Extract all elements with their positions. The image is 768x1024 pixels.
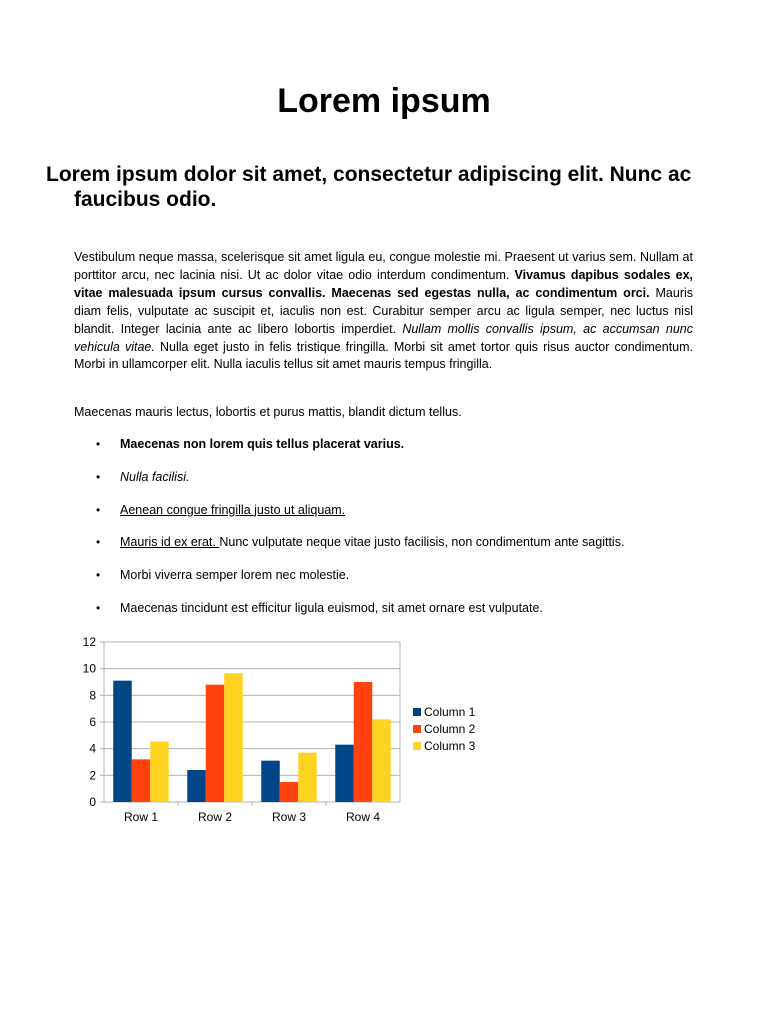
bar	[132, 759, 151, 802]
y-tick-label: 12	[82, 635, 96, 649]
bullet-icon: •	[96, 600, 101, 615]
body-paragraph-2: Maecenas mauris lectus, lobortis et purus mattis, blandit dictum tellus.	[74, 405, 462, 419]
y-tick-label: 6	[89, 715, 96, 729]
bar	[150, 741, 169, 802]
legend-swatch	[413, 725, 421, 733]
bullet-icon: •	[96, 469, 101, 484]
bar	[224, 673, 243, 802]
paragraph1-italic-text: Nullam mollis convallis ipsum, ac accumsan nunc vehicula vitae.	[74, 321, 693, 354]
paragraph1-text-3: Nulla eget justo in felis tristique fringilla. Morbi sit amet tortor quis risus auctor condimentum. Morbi in ullamcorper elit. Nulla iaculis tellus sit amet mauris tempus fringilla.	[74, 339, 694, 372]
paragraph1-text-2: Mauris diam felis, vulputate ac suscipit et, iaculis non est. Curabitur semper arcu ac ligula semper, nec luctus nisl blandit. Integer lacinia ante ac libero lobortis imperdiet.	[74, 285, 694, 336]
list-item-text: Nulla facilisi.	[120, 469, 190, 484]
legend-label: Column 3	[424, 739, 476, 753]
section-heading	[46, 162, 706, 212]
bar	[354, 682, 373, 802]
bar	[187, 770, 206, 802]
legend-label: Column 2	[424, 722, 476, 736]
bullet-icon: •	[96, 568, 101, 583]
bar-chart	[72, 630, 492, 835]
section-heading-text: Lorem ipsum dolor sit amet, consectetur adipiscing elit. Nunc ac faucibus odio.	[46, 163, 692, 211]
paragraph1-text-1: Vestibulum neque massa, scelerisque sit amet ligula eu, congue molestie mi. Praesent ut varius sem. Nullam at porttitor arcu, nec lacinia nisi. Ut ac dolor vitae odio interdum condimentum.	[74, 250, 693, 282]
y-tick-label: 2	[89, 768, 96, 783]
list-item-text: Aenean congue fringilla justo ut aliquam.	[120, 502, 346, 517]
y-tick-label: 4	[89, 741, 96, 756]
bullet-icon: •	[96, 502, 101, 517]
bar	[298, 753, 317, 802]
bullet-list	[74, 436, 714, 633]
list-item	[74, 502, 714, 535]
bar	[280, 782, 299, 802]
x-tick-label: Row 2	[197, 810, 233, 824]
y-tick-label: 0	[89, 795, 96, 809]
list-item	[74, 534, 714, 567]
bar	[206, 685, 225, 802]
bar	[335, 745, 354, 802]
bullet-icon: •	[96, 437, 101, 451]
bullet-icon: •	[96, 535, 101, 550]
list-item	[74, 600, 714, 633]
list-item	[74, 567, 714, 600]
list-item-text: Nunc vulputate neque vitae justo facilisis, non condimentum ante sagittis.	[219, 535, 625, 550]
y-tick-label: 8	[89, 688, 96, 703]
x-tick-label: Row 1	[123, 810, 159, 824]
list-item-text: Maecenas tincidunt est efficitur ligula euismod, sit amet ornare est vulputate.	[120, 600, 543, 615]
legend-swatch	[413, 708, 421, 716]
legend-label: Column 1	[424, 705, 476, 719]
bar	[113, 681, 132, 802]
legend-swatch	[413, 742, 421, 750]
bar	[372, 719, 391, 802]
bar	[261, 761, 280, 802]
list-item	[74, 436, 714, 469]
body-paragraph-1	[74, 249, 693, 374]
document-title: Lorem ipsum	[277, 82, 491, 120]
paragraph1-bold-text: Vivamus dapibus sodales ex, vitae malesuada ipsum cursus convallis. Maecenas sed egestas nulla, ac condimentum orci.	[74, 267, 693, 300]
list-item-text: Morbi viverra semper lorem nec molestie.	[120, 568, 350, 583]
list-item	[74, 469, 714, 502]
list-item-text: Maecenas non lorem quis tellus placerat varius.	[120, 437, 405, 451]
x-tick-label: Row 3	[271, 810, 307, 824]
list-item-underlined-text: Mauris id ex erat.	[120, 535, 220, 550]
x-tick-label: Row 4	[345, 810, 381, 824]
y-tick-label: 10	[82, 661, 96, 676]
